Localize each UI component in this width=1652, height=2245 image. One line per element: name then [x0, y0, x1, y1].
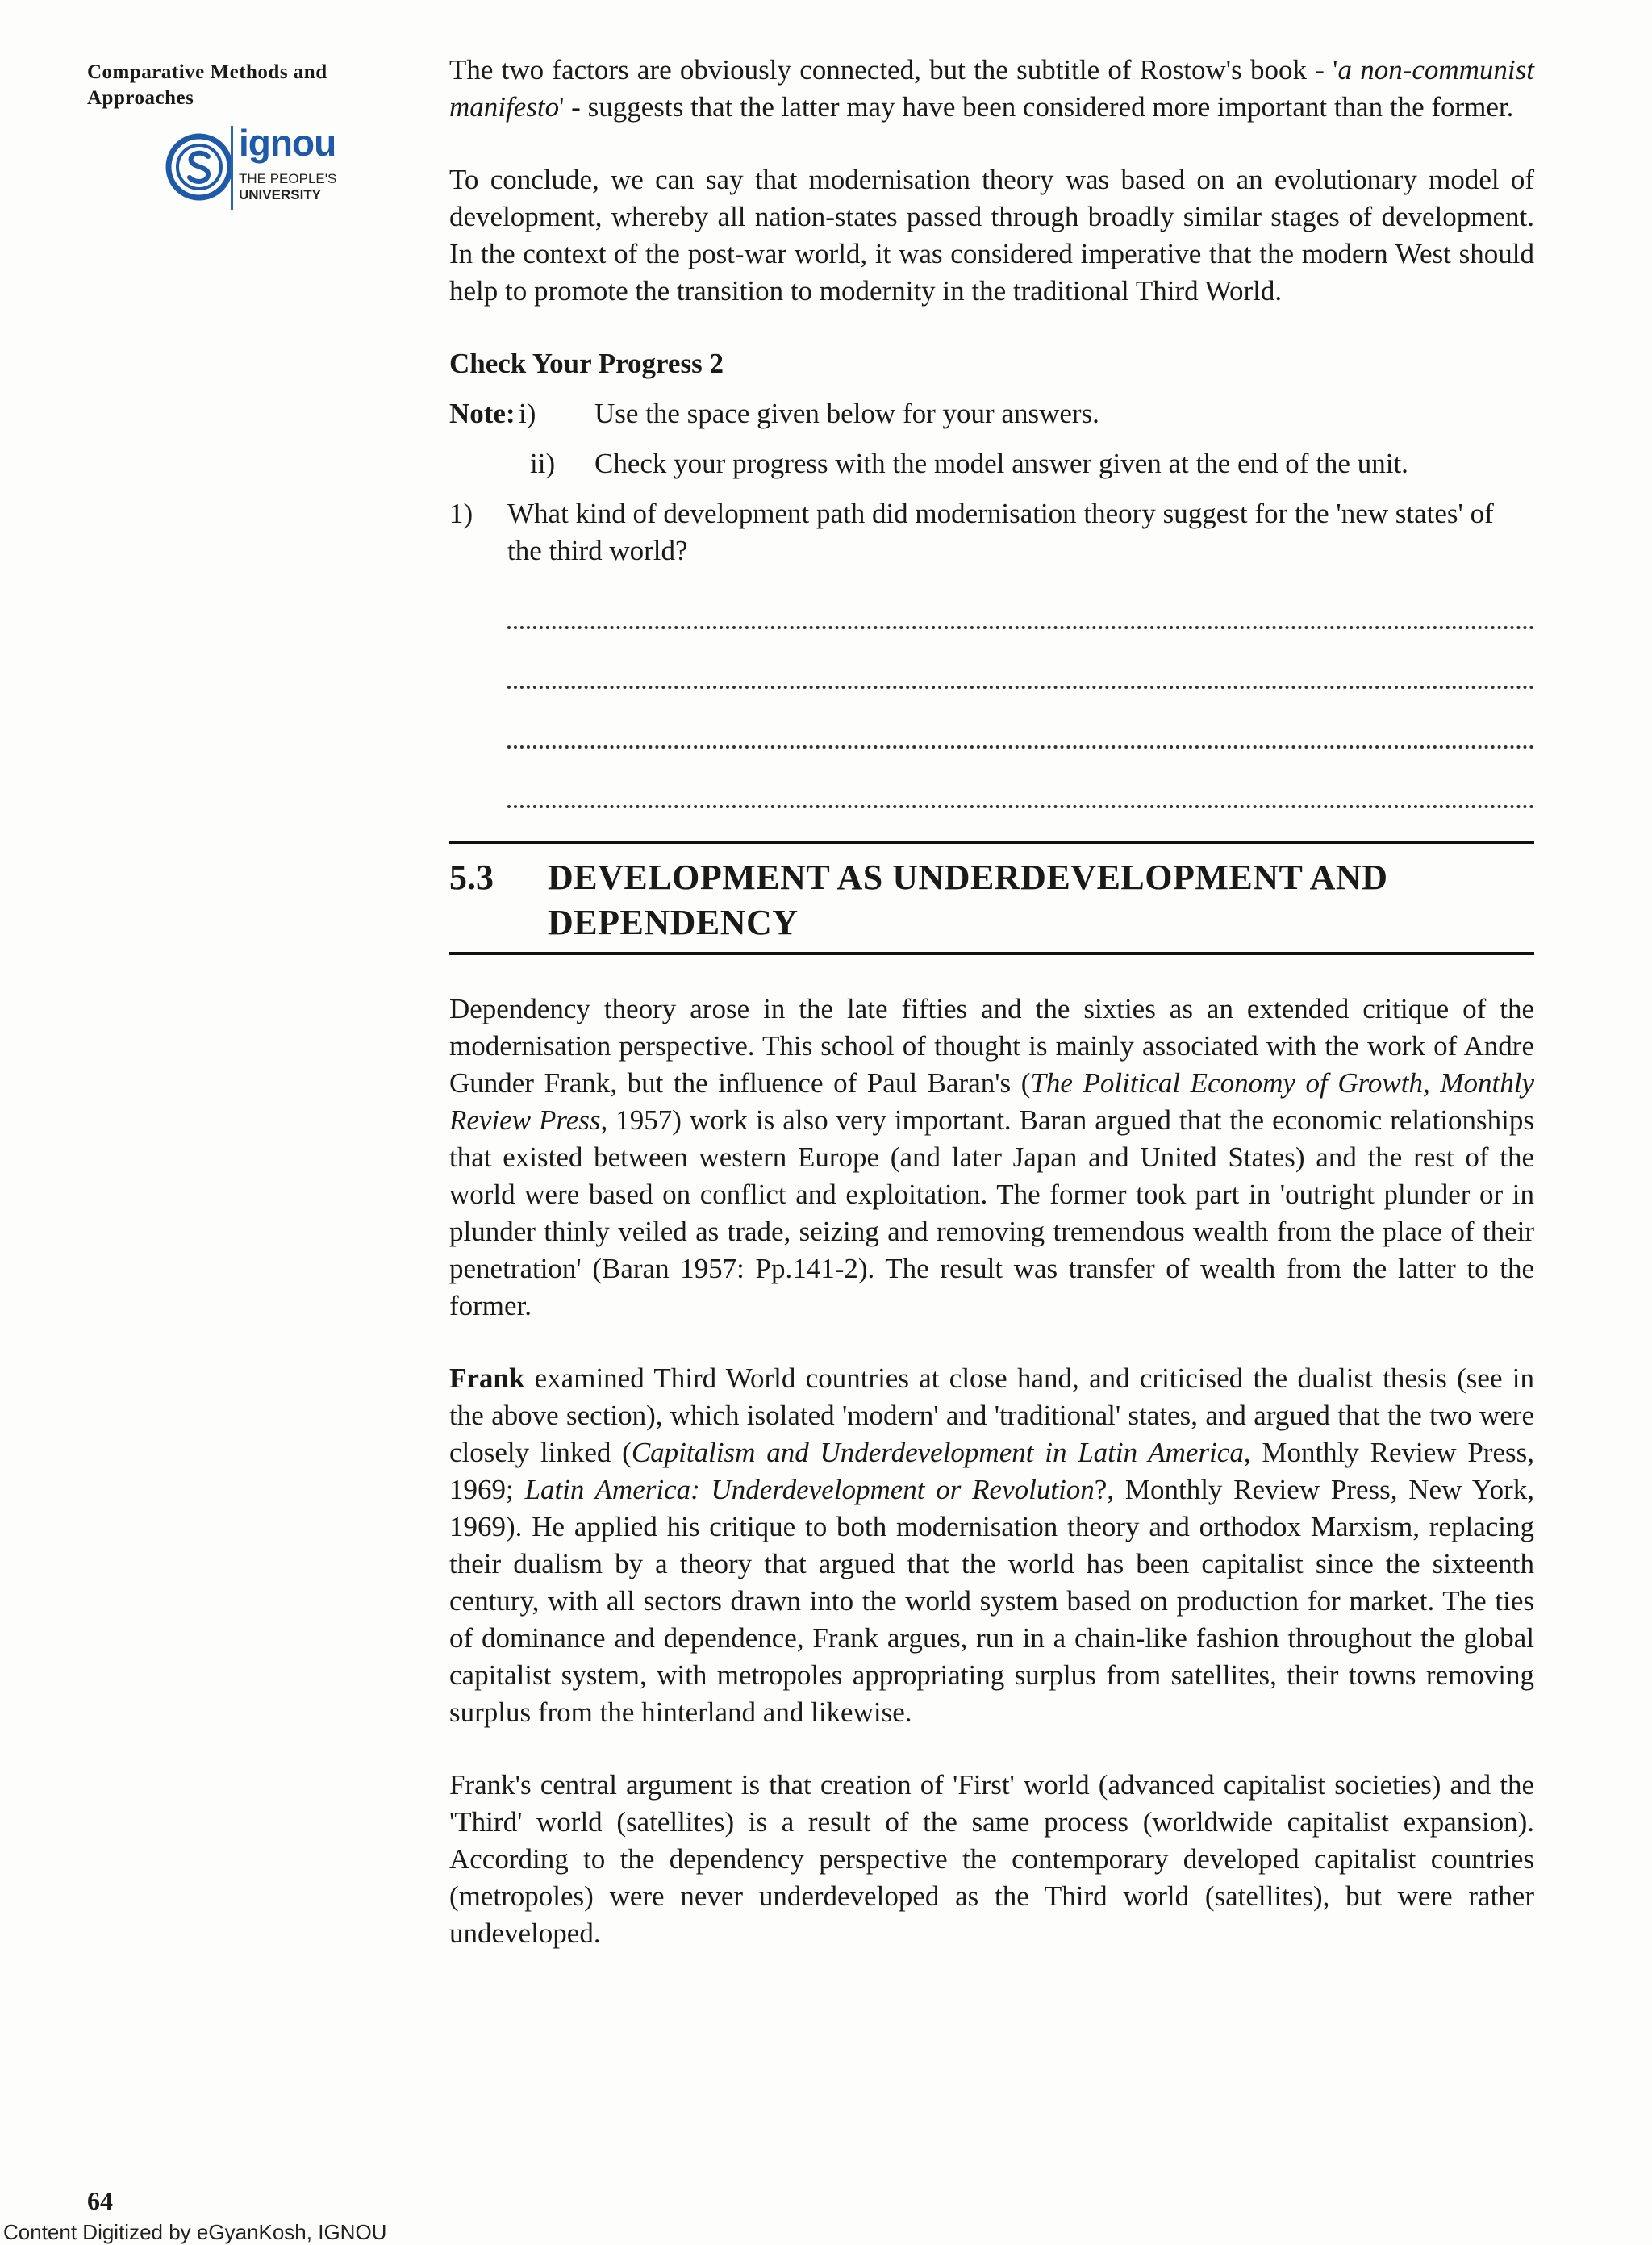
- bold-term: Frank: [449, 1362, 525, 1394]
- text-run: Dependency theory arose in the late fifties and the sixties as an extended critique of the modernisation perspective. This school of thought is mainly associated with the work of Andre Gunder Frank, but the influence of Paul Baran's (: [449, 993, 1534, 1099]
- page-number: 64: [87, 2186, 113, 2215]
- answer-line[interactable]: [507, 770, 1534, 808]
- text-run: examined Third World countries at close hand, and criticised the dualist thesis (see in the above section), which isolated 'modern' and 'traditional' states, and argued that the two were closely linked (: [449, 1362, 1534, 1468]
- answer-line[interactable]: [507, 710, 1534, 749]
- book-title: Capitalism and Underdevelopment in Latin America: [631, 1437, 1244, 1468]
- answer-line[interactable]: [507, 650, 1534, 689]
- paragraph-intro-2: To conclude, we can say that modernisation theory was based on an evolutionary model of development, whereby all nation-states passed through broadly similar stages of development. In the context of the post-war world, it was considered imperative that the modern West should help to promote the transition to modernity in the traditional Third World.: [449, 164, 1534, 307]
- logo-divider: [231, 126, 233, 210]
- paragraph-intro-1: [449, 52, 1534, 126]
- answer-line[interactable]: [507, 590, 1534, 629]
- ignou-emblem-icon: [165, 132, 234, 202]
- note-number: ii): [530, 448, 556, 479]
- text-run: The two factors are obviously connected, but the subtitle of Rostow's book - ': [449, 54, 1338, 86]
- note-text: Use the space given below for your answers.: [594, 398, 1099, 429]
- note-number: i): [519, 398, 536, 429]
- note-item-1: [449, 395, 1534, 432]
- paragraph-central-argument: Frank's central argument is that creation of 'First' world (advanced capitalist societies) and the 'Third' world (satellites) is a result of the same process (worldwide capitalist expansion). According to the dependency perspective the contemporary developed capitalist countries (metropoles) were never underdeveloped as the Third world (satellites), but were rather undeveloped.: [449, 1769, 1534, 1949]
- note-text: Check your progress with the model answer given at the end of the unit.: [594, 448, 1408, 479]
- check-progress-title: Check Your Progress 2: [449, 348, 724, 379]
- logo-subtitle-2: UNIVERSITY: [239, 187, 322, 202]
- text-run: , 1957) work is also very important. Baran argued that the economic relationships that existed between western Europe (and later Japan and United States) and the rest of the world were based on conflict and exploitation. The former took part in 'outright plunder or in plunder thinly veiled as trade, seizing and removing tremendous wealth from the place of their penetration' (Baran 1957: Pp.141-2). The result was transfer of wealth from the latter to the former.: [449, 1104, 1535, 1321]
- question-1: [449, 495, 1534, 570]
- book-subtitle: a non-communist manifesto: [449, 54, 1535, 123]
- main-content: [449, 52, 1534, 1952]
- footer-credit: Content Digitized by eGyanKosh, IGNOU: [3, 2220, 387, 2244]
- question-number: 1): [449, 498, 473, 529]
- paragraph-frank: [449, 1360, 1534, 1731]
- book-title: The Political Economy of Growth, Monthly Review Press: [449, 1067, 1534, 1136]
- section-number: 5.3: [449, 858, 494, 897]
- book-title: Latin America: Underdevelopment or Revolution: [524, 1474, 1095, 1505]
- note-label: Note:: [449, 398, 515, 429]
- logo-subtitle-1: THE PEOPLE'S: [239, 171, 337, 186]
- running-title: Comparative Methods and Approaches: [87, 61, 327, 109]
- text-run: ' - suggests that the latter may have been considered more important than the former.: [559, 91, 1514, 123]
- paragraph-dependency: [449, 991, 1534, 1325]
- logo-brand: ignou: [239, 122, 336, 164]
- question-text: What kind of development path did modernisation theory suggest for the 'new states' of the third world?: [507, 498, 1494, 566]
- section-title: DEVELOPMENT AS UNDERDEVELOPMENT AND DEPENDENCY: [548, 858, 1388, 942]
- text-run: , Monthly Review Press, 1969;: [449, 1437, 1534, 1505]
- section-heading: [449, 841, 1534, 955]
- text-run: ?, Monthly Review Press, New York, 1969). He applied his critique to both modernisation theory and orthodox Marxism, replacing their dualism by a theory that argued that the world has been capitalist since the sixteenth century, with all sectors drawn into the world system based on production for market. The ties of dominance and dependence, Frank argues, run in a chain-like fashion throughout the global capitalist system, with metropoles appropriating surplus from satellites, their towns removing surplus from the hinterland and likewise.: [449, 1474, 1534, 1728]
- note-item-2: [449, 445, 1534, 482]
